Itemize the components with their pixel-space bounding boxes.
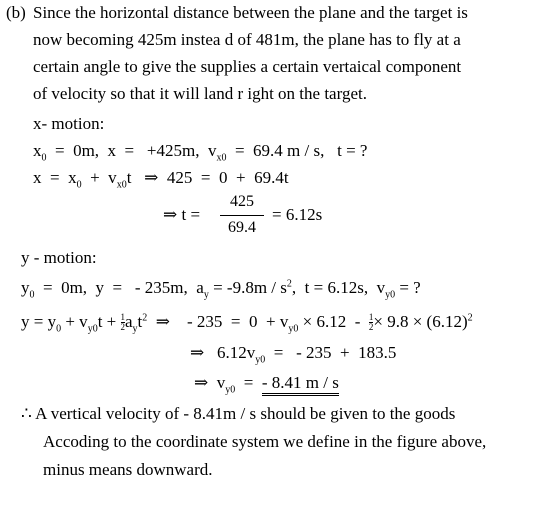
conclusion-line-2: Accoding to the coordinate system we define in the figure above, (43, 432, 487, 451)
final-answer: - 8.41 m / s (262, 373, 339, 396)
y-motion-heading: y - motion: (21, 248, 97, 267)
x-motion-heading: x- motion: (33, 114, 105, 133)
conclusion-line-3: minus means downward. (43, 460, 213, 479)
time-prefix: ⇒ t = (163, 205, 201, 224)
y-motion-step2: ⇒ $6.12v_{y0}$ = - 235 + 183.5 (190, 343, 397, 366)
y-motion-answer: ⇒ $v_{y0}$ = - 8.41 m / s (194, 373, 339, 396)
intro-line-4: of velocity so that it will land r ight on the target. (33, 84, 367, 103)
y-motion-equation: $y = y_0 + v_{y0}t$ + $\frac{1}{2}$ $a_yt^2$ ⇒ - $235 = 0 + v_{y0} \times 6.12$ - $\frac{1}{2}$ × $9.8 \times (6.12)^2$ (21, 311, 473, 335)
intro-line-1: Since the horizontal distance between the plane and the target is (33, 3, 468, 22)
y-motion-givens: $y_0 = 0m$, y = - 235m, $a_y = -9.8m / s^2$, t = 6.12s, $v_{y0}$ = ? (21, 278, 421, 301)
time-result: = 6.12s (272, 205, 323, 224)
x-motion-givens: $x_0 = 0m$, x = +425m, $v_{x0} = 69.4$ m / s, t = ? (33, 141, 368, 164)
part-label: (b) (6, 3, 26, 22)
time-numerator: 425 (230, 193, 254, 210)
conclusion-line-1: ∴ A vertical velocity of - 8.41m / s should be given to the goods (21, 404, 456, 423)
time-denominator: 69.4 (228, 219, 256, 236)
fraction-bar (220, 215, 264, 216)
intro-line-2: now becoming 425m instea d of 481m, the plane has to fly at a (33, 30, 461, 49)
x-motion-equation: $x = x_0 + v_{x0}t$ ⇒ 425 = 0 + 69.4t (33, 168, 289, 191)
intro-line-3: certain angle to give the supplies a certain vertaical component (33, 57, 462, 76)
